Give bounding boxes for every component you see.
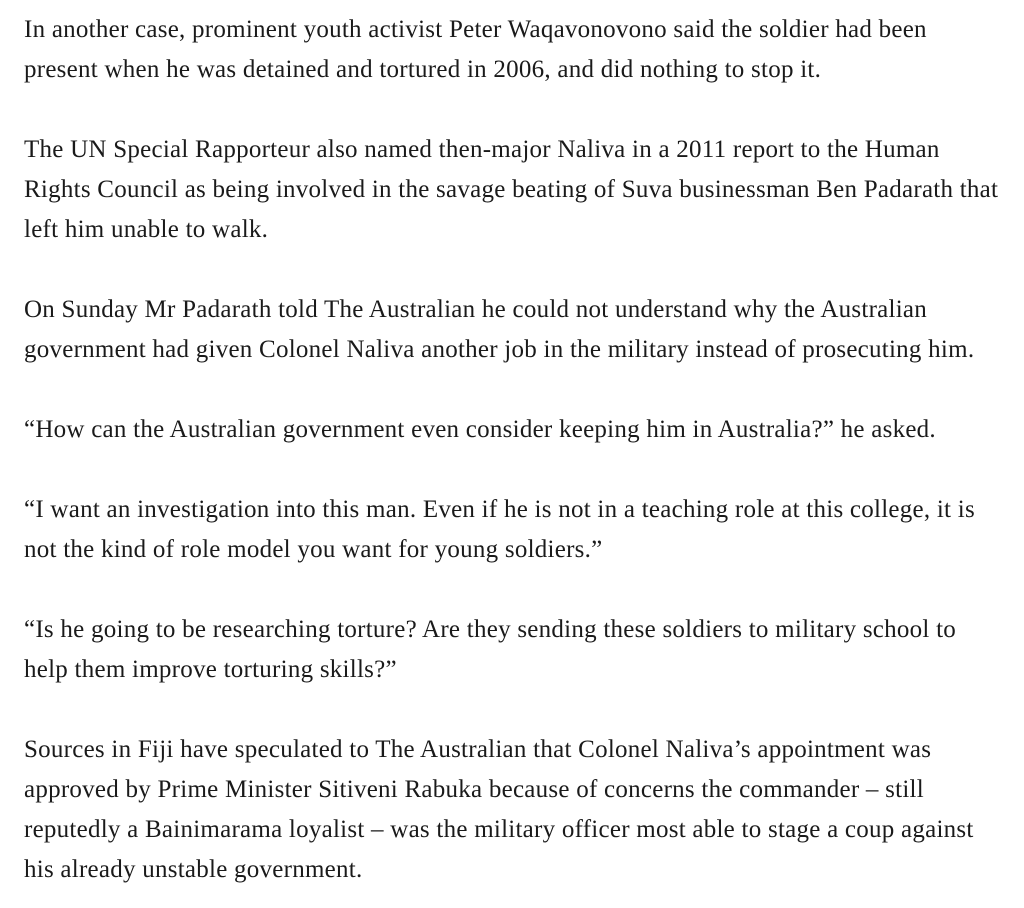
article-paragraph: “Is he going to be researching torture? Are they sending these soldiers to military school to help them improve torturing skills?”	[24, 616, 957, 683]
article-paragraph: “How can the Australian government even consider keeping him in Australia?” he asked.	[24, 416, 936, 443]
article-paragraph: In another case, prominent youth activist Peter Waqavonovono said the soldier had been present when he was detained and tortured in 2006, and did nothing to stop it.	[24, 16, 927, 83]
article-paragraph: “I want an investigation into this man. Even if he is not in a teaching role at this college, it is not the kind of role model you want for young soldiers.”	[24, 496, 975, 563]
article-paragraph: Sources in Fiji have speculated to The Australian that Colonel Naliva’s appointment was approved by Prime Minister Sitiveni Rabuka because of concerns the commander – still reputedly a Bainimarama loyalist – was the military officer most able to stage a coup against his already unstable government.	[24, 736, 974, 883]
article-paragraph: The UN Special Rapporteur also named then-major Naliva in a 2011 report to the Human Rights Council as being involved in the savage beating of Suva businessman Ben Padarath that left him unable to walk.	[24, 136, 999, 243]
article-paragraph: On Sunday Mr Padarath told The Australian he could not understand why the Australian government had given Colonel Naliva another job in the military instead of prosecuting him.	[24, 296, 975, 363]
